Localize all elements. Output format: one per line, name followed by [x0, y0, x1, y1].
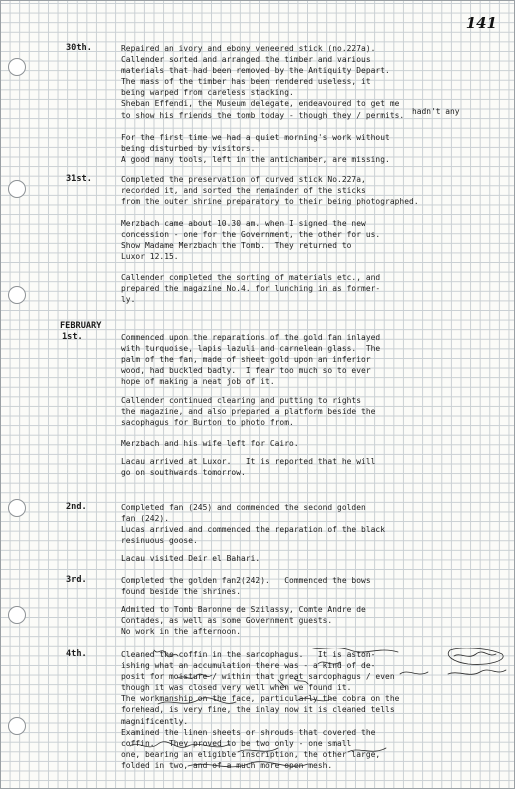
entry-text: Merzbach came about 10.30 am. when I signed the new concession - one for the Government, the other for us. Show Madame Merzbach the Tomb. They returned to Luxor 12.15.	[121, 219, 381, 262]
handwritten-insertion: hadn't any	[412, 107, 460, 116]
entry-date: 4th.	[66, 649, 87, 659]
entry-text: Completed the preservation of curved stick No.227a, recorded it, and sorted the remainder of the sticks from the outer shrine preparatory to their being photographed.	[121, 175, 419, 207]
entry-text: Repaired an ivory and ebony veneered stick (no.227a). Callender sorted and arranged the timber and various materials that had been removed by the Antiquity Depart. The mass of the timber has been rendered useless, it being warped from careless stacking. Sheban Effendi, the Museum delegate, endeavoured to get me to show his friends the tomb today - though they / permits. For the first time we had a quiet morning's work without being disturbed by visitors. A good many tools, left in the antichamber, are missing.	[121, 44, 405, 164]
entry-text: Merzbach and his wife left for Cairo.	[121, 439, 299, 448]
binder-hole	[8, 499, 26, 517]
entry-text: Lacau visited Deir el Bahari.	[121, 554, 261, 563]
binder-hole	[8, 606, 26, 624]
binder-hole	[8, 717, 26, 735]
binder-hole	[8, 58, 26, 76]
entry-text: Commenced upon the reparations of the gold fan inlayed with turquoise, lapis lazuli and carnelean glass. The palm of the fan, made of sheet gold upon an inferior wood, had buckled badly. I fear too much so to ever hope of making a neat job of it.	[121, 333, 381, 387]
page-number: 141	[465, 14, 497, 32]
entry-text: Callender completed the sorting of materials etc., and prepared the magazine No.4. for lunching in as former- ly.	[121, 273, 381, 305]
entry-text: Lacau arrived at Luxor. It is reported that he will go on southwards tomorrow.	[121, 457, 376, 478]
entry-text: Completed fan (245) and commenced the second golden fan (242). Lucas arrived and commenced the reparation of the black resinuous goose.	[121, 503, 386, 546]
month-heading: FEBRUARY	[60, 321, 102, 331]
entry-date: 31st.	[66, 174, 92, 184]
entry-date: 30th.	[66, 43, 92, 53]
binder-hole	[8, 180, 26, 198]
entry-text: Completed the golden fan2(242). Commenced the bows found beside the shrines.	[121, 576, 371, 597]
entry-text: Admited to Tomb Baronne de Szilassy, Comte Andre de Contades, as well as some Government guests. No work in the afternoon.	[121, 605, 366, 637]
binder-hole	[8, 286, 26, 304]
entry-date: 2nd.	[66, 502, 87, 512]
handwritten-annotations	[118, 648, 510, 783]
entry-date: 1st.	[62, 332, 83, 342]
entry-text: Cleaned the coffin in the sarcophagus. It is aston- ishing what an accumulation there was - a kind of de- posit for moisture / within that great sarcophagus / even though it was closed very well when we found it. The workmanship on the face, particularly the cobra on the forehead, is very fine, the inlay now it is cleaned tells magnificently. Examined the linen sheets or shrouds that covered the coffin. They proved to be two only - one small one, bearing an eligible inscription, the other large, folded in two, and of a much more open mesh.	[121, 650, 400, 770]
entry-date: 3rd.	[66, 575, 87, 585]
entry-text: Callender continued clearing and putting to rights the magazine, and also prepared a platform beside the sacophagus for Burton to photo from.	[121, 396, 376, 428]
